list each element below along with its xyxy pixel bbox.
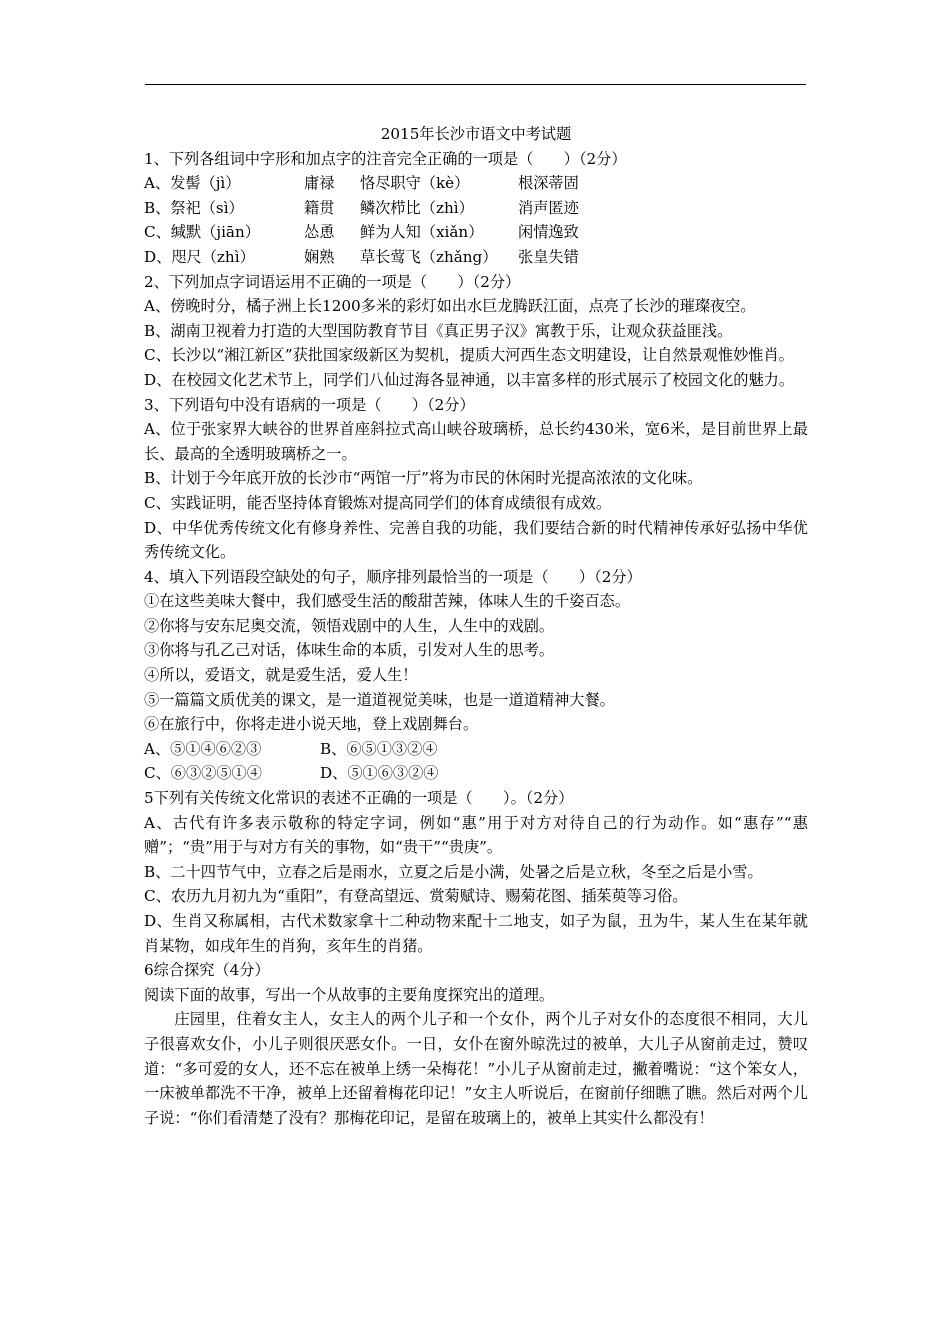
q4-sentence-6: ⑥在旅行中，你将走进小说天地，登上戏剧舞台。 xyxy=(144,715,479,734)
q5-stem: 5下列有关传统文化常识的表述不正确的一项是（ ）。（2分） xyxy=(144,789,574,808)
q3-option-a: A、位于张家界大峡谷的世界首座斜拉式高山峡谷玻璃桥，总长约430米，宽6米，是目前世界上最长、最高的全透明玻璃桥之一。 xyxy=(144,420,808,463)
q3-option-d: D、中华优秀传统文化有修身养性、完善自我的功能，我们要结合新的时代精神传承好弘扬中华优秀传统文化。 xyxy=(144,518,808,562)
q6-story: 庄园里，住着女主人，女主人的两个儿子和一个女仆，两个儿子对女仆的态度很不相同，大儿子很喜欢女仆，小儿子则很厌恶女仆。一日，女仆在窗外晾洗过的被单，大儿子从窗前走过，赞叹道：“多可爱的女人，还不忘在被单上绣一朵梅花！”小儿子从窗前走过，撇着嘴说：“这个笨女人，一床被单都洗不干净，被单上还留着梅花印记！”女主人听说后，在窗前仔细瞧了瞧。然后对两个儿子说：“你们看清楚了没有？那梅花印记，是留在玻璃上的，被单上其实什么都没有！ xyxy=(144,1010,808,1127)
q6-instruction: 阅读下面的故事，写出一个从故事的主要角度探究出的道理。 xyxy=(144,985,555,1004)
q4-sentence-4: ④所以，爱语文，就是爱生活，爱人生！ xyxy=(144,666,418,685)
q3-stem: 3、下列语句中没有语病的一项是（ ）（2分） xyxy=(144,395,475,414)
q4-options-ab: A、⑤①④⑥②③ B、⑥⑤①③②④ xyxy=(144,739,438,758)
q3-option-b: B、计划于今年底开放的长沙市“两馆一厅”将为市民的休闲时光提高浓浓的文化味。 xyxy=(144,469,703,488)
q3-option-c: C、实践证明，能否坚持体育锻炼对提高同学们的体育成绩很有成效。 xyxy=(144,493,612,512)
q2-option-d: D、在校园文化艺术节上，同学们八仙过海各显神通，以丰富多样的形式展示了校园文化的魅力。 xyxy=(144,370,795,389)
q2-option-a: A、傍晚时分，橘子洲上长1200多米的彩灯如出水巨龙腾跃江面，点亮了长沙的璀璨夜空。 xyxy=(144,297,756,316)
q5-option-a: A、古代有许多表示敬称的特定字词，例如“惠”用于对方对待自己的行为动作。如“惠存”“惠赠”；“贵”用于与对方有关的事物，如“贵干”“贵庚”。 xyxy=(144,813,808,857)
q1-option-d: D、咫尺（zhì） 娴熟 草长莺飞（zhǎng） 张皇失错 xyxy=(144,247,579,266)
q4-sentence-2: ②你将与安东尼奥交流，领悟戏剧中的人生，人生中的戏剧。 xyxy=(144,616,555,635)
header-rule xyxy=(145,84,806,85)
q1-option-c: C、缄默（jiān） 怂恿 鲜为人知（xiǎn） 闲情逸致 xyxy=(144,223,579,242)
q1-option-a: A、发髻（jì） 庸禄 恪尽职守（kè） 根深蒂固 xyxy=(144,174,579,193)
q4-options-cd: C、⑥③②⑤①④ D、⑤①⑥③②④ xyxy=(144,764,439,783)
page-title: 2015年长沙市语文中考试题 xyxy=(380,125,572,143)
q5-option-d: D、生肖又称属相，古代术数家拿十二种动物来配十二地支，如子为鼠，丑为牛，某人生在某年就肖某物，如戌年生的肖狗，亥年生的肖猪。 xyxy=(144,912,808,955)
q6-stem: 6综合探究（4分） xyxy=(144,961,270,980)
q2-stem: 2、下列加点字词语运用不正确的一项是（ ）（2分） xyxy=(144,272,521,291)
q4-sentence-3: ③你将与孔乙己对话，体味生命的本质，引发对人生的思考。 xyxy=(144,641,555,660)
q1-option-b: B、祭祀（sì） 籍贯 鳞次栉比（zhì） 消声匿迹 xyxy=(144,198,579,217)
q4-sentence-5: ⑤一篇篇文质优美的课文，是一道道视觉美味，也是一道道精神大餐。 xyxy=(144,690,615,709)
q4-stem: 4、填入下列语段空缺处的句子，顺序排列最恰当的一项是（ ）（2分） xyxy=(144,567,642,586)
q5-option-c: C、农历九月初九为“重阳”，有登高望远、赏菊赋诗、赐菊花图、插茱萸等习俗。 xyxy=(144,887,688,906)
q2-option-c: C、长沙以“湘江新区”获批国家级新区为契机，提质大河西生态文明建设，让自然景观惟妙惟肖。 xyxy=(144,346,794,365)
q4-sentence-1: ①在这些美味大餐中，我们感受生活的酸甜苦辣，体味人生的千姿百态。 xyxy=(144,592,630,611)
q5-option-b: B、二十四节气中，立春之后是雨水，立夏之后是小满，处暑之后是立秋，冬至之后是小雪。 xyxy=(144,862,763,881)
q1-stem: 1、下列各组词中字形和加点字的注音完全正确的一项是（ ）（2分） xyxy=(144,149,627,168)
q2-option-b: B、湖南卫视着力打造的大型国防教育节目《真正男子汉》寓教于乐，让观众获益匪浅。 xyxy=(144,321,733,340)
exam-page xyxy=(144,122,808,1130)
